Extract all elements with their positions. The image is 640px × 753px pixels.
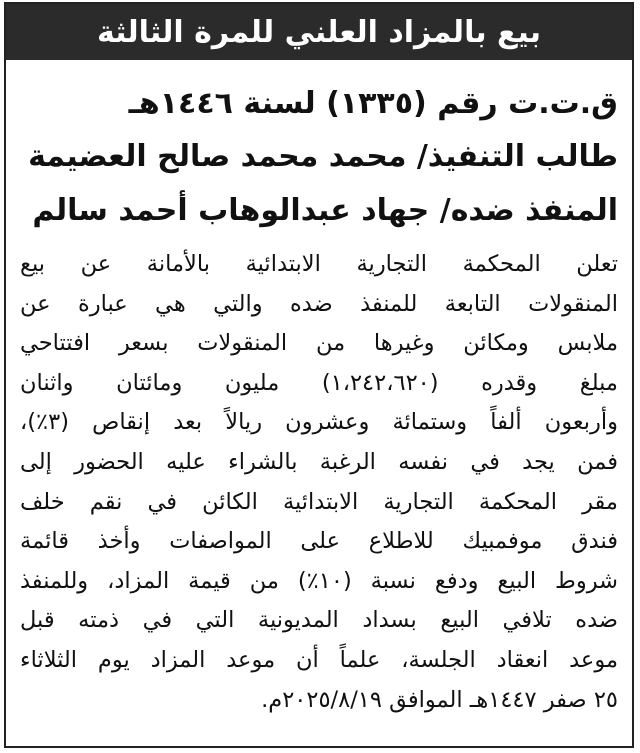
execution-debtor: المنفذ ضده/ جهاد عبدالوهاب أحمد سالم <box>32 193 618 228</box>
announcement-line: تعلن المحكمة التجارية الابتدائية بالأمانة عن بيع <box>20 251 618 277</box>
announcement-line: ٢٥ صفر ١٤٤٧هـ الموافق ٢٠٢٥/٨/١٩م. <box>261 686 618 713</box>
announcement-line: موعد انعقاد الجلسة، علماً أن موعد المزاد يوم الثلاثاء <box>20 646 618 673</box>
execution-requester: طالب التنفيذ/ محمد محمد صالح العضيمة <box>28 139 618 174</box>
announcement-line: شروط البيع ودفع نسبة (١٠٪) من قيمة المزاد، وللمنفذ <box>20 567 618 594</box>
announcement-line: مقر المحكمة التجارية الابتدائية الكائن في نقم خلف <box>20 488 618 515</box>
announcement-line: ملابس ومكائن وغيرها من المنقولات بسعر افتتاحي <box>20 330 618 357</box>
announcement-line: مبلغ وقدره (١،٢٤٢،٦٢٠) مليون ومائتان واثنان <box>20 369 618 396</box>
announcement-line: وأربعون ألفاً وستمائة وعشرون ريالاً بعد إنقاص (٣٪)، <box>20 409 618 436</box>
announcement-line: ضده تلافي البيع بسداد المديونية التي في ذمته قبل <box>20 607 618 634</box>
announcement-line: فندق موفمبيك للاطلاع على المواصفات وأخذ قائمة <box>20 528 618 555</box>
announcement-line: المنقولات التابعة للمنفذ ضده والتي هي عبارة عن <box>20 290 618 317</box>
announcement-body <box>20 245 618 720</box>
notice-frame <box>4 2 634 748</box>
notice-header <box>6 4 632 60</box>
case-number: ق.ت.ت رقم (١٣٣٥) لسنة ١٤٤٦هـ <box>128 86 618 121</box>
announcement-line: فمن يجد في نفسه الرغبة بالشراء عليه الحضور إلى <box>20 448 618 475</box>
notice-title: بيع بالمزاد العلني للمرة الثالثة <box>96 14 542 50</box>
